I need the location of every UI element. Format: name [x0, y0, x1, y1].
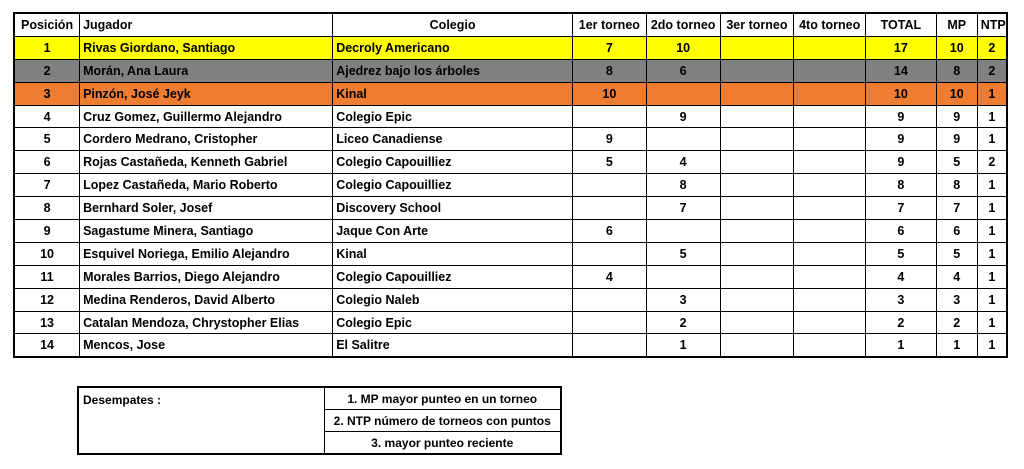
table-row	[14, 82, 1007, 105]
tiebreak-label: Desempates :	[78, 387, 324, 454]
player-name-cell: Lopez Castañeda, Mario Roberto	[80, 174, 333, 197]
torneo-3-cell	[720, 128, 794, 151]
school-cell: Colegio Capouilliez	[333, 174, 573, 197]
player-name-cell: Morales Barrios, Diego Alejandro	[80, 265, 333, 288]
ntp-cell: 1	[977, 128, 1007, 151]
torneo-1-cell	[572, 242, 646, 265]
torneo-2-cell: 7	[646, 197, 720, 220]
player-name-cell: Rojas Castañeda, Kenneth Gabriel	[80, 151, 333, 174]
position-cell: 5	[14, 128, 80, 151]
position-cell: 2	[14, 59, 80, 82]
position-cell: 7	[14, 174, 80, 197]
ntp-cell: 1	[977, 220, 1007, 243]
torneo-1-cell	[572, 105, 646, 128]
position-cell: 12	[14, 288, 80, 311]
school-cell: Liceo Canadiense	[333, 128, 573, 151]
school-cell: Kinal	[333, 242, 573, 265]
player-name-cell: Cruz Gomez, Guillermo Alejandro	[80, 105, 333, 128]
total-cell: 17	[866, 36, 937, 59]
torneo-4-cell	[794, 311, 866, 334]
torneo-2-cell: 8	[646, 174, 720, 197]
total-cell: 4	[866, 265, 937, 288]
table-row	[14, 151, 1007, 174]
school-cell: Colegio Capouilliez	[333, 151, 573, 174]
position-cell: 3	[14, 82, 80, 105]
table-row	[14, 265, 1007, 288]
torneo-1-cell	[572, 174, 646, 197]
table-row	[14, 36, 1007, 59]
player-name-cell: Morán, Ana Laura	[80, 59, 333, 82]
total-cell: 10	[866, 82, 937, 105]
table-row	[14, 105, 1007, 128]
header-torneo-1: 1er torneo	[572, 13, 646, 36]
player-name-cell: Catalan Mendoza, Chrystopher Elias	[80, 311, 333, 334]
torneo-4-cell	[794, 82, 866, 105]
torneo-1-cell: 6	[572, 220, 646, 243]
torneo-1-cell: 7	[572, 36, 646, 59]
torneo-4-cell	[794, 334, 866, 357]
torneo-3-cell	[720, 151, 794, 174]
ntp-cell: 1	[977, 265, 1007, 288]
table-row	[14, 288, 1007, 311]
header-colegio: Colegio	[333, 13, 573, 36]
tiebreak-rule-2: 2. NTP número de torneos con puntos	[324, 410, 561, 432]
ntp-cell: 1	[977, 197, 1007, 220]
mp-cell: 9	[936, 128, 977, 151]
ntp-cell: 1	[977, 82, 1007, 105]
torneo-4-cell	[794, 105, 866, 128]
torneo-2-cell: 4	[646, 151, 720, 174]
torneo-2-cell	[646, 82, 720, 105]
ntp-cell: 2	[977, 151, 1007, 174]
torneo-3-cell	[720, 105, 794, 128]
player-name-cell: Bernhard Soler, Josef	[80, 197, 333, 220]
table-row	[14, 128, 1007, 151]
mp-cell: 10	[936, 36, 977, 59]
mp-cell: 6	[936, 220, 977, 243]
torneo-3-cell	[720, 36, 794, 59]
total-cell: 9	[866, 151, 937, 174]
standings-table	[13, 12, 1008, 358]
school-cell: Decroly Americano	[333, 36, 573, 59]
header-torneo-3: 3er torneo	[720, 13, 794, 36]
header-torneo-2: 2do torneo	[646, 13, 720, 36]
torneo-2-cell: 5	[646, 242, 720, 265]
position-cell: 6	[14, 151, 80, 174]
torneo-3-cell	[720, 265, 794, 288]
position-cell: 14	[14, 334, 80, 357]
torneo-3-cell	[720, 288, 794, 311]
total-cell: 1	[866, 334, 937, 357]
header-row	[14, 13, 1007, 36]
position-cell: 9	[14, 220, 80, 243]
torneo-1-cell	[572, 197, 646, 220]
school-cell: El Salitre	[333, 334, 573, 357]
torneo-1-cell: 9	[572, 128, 646, 151]
torneo-1-cell: 4	[572, 265, 646, 288]
ntp-cell: 1	[977, 242, 1007, 265]
player-name-cell: Esquivel Noriega, Emilio Alejandro	[80, 242, 333, 265]
position-cell: 4	[14, 105, 80, 128]
header-total: TOTAL	[866, 13, 937, 36]
table-row	[14, 59, 1007, 82]
torneo-2-cell: 10	[646, 36, 720, 59]
position-cell: 13	[14, 311, 80, 334]
torneo-2-cell: 1	[646, 334, 720, 357]
total-cell: 3	[866, 288, 937, 311]
torneo-3-cell	[720, 59, 794, 82]
table-row	[14, 197, 1007, 220]
torneo-2-cell: 6	[646, 59, 720, 82]
mp-cell: 4	[936, 265, 977, 288]
header-ntp: NTP	[977, 13, 1007, 36]
torneo-4-cell	[794, 242, 866, 265]
player-name-cell: Rivas Giordano, Santiago	[80, 36, 333, 59]
total-cell: 7	[866, 197, 937, 220]
header-torneo-4: 4to torneo	[794, 13, 866, 36]
torneo-2-cell	[646, 128, 720, 151]
mp-cell: 9	[936, 105, 977, 128]
mp-cell: 2	[936, 311, 977, 334]
torneo-3-cell	[720, 311, 794, 334]
torneo-2-cell: 3	[646, 288, 720, 311]
mp-cell: 10	[936, 82, 977, 105]
ntp-cell: 1	[977, 311, 1007, 334]
player-name-cell: Medina Renderos, David Alberto	[80, 288, 333, 311]
player-name-cell: Cordero Medrano, Cristopher	[80, 128, 333, 151]
tiebreak-box	[77, 386, 562, 455]
table-row	[14, 174, 1007, 197]
torneo-2-cell	[646, 265, 720, 288]
mp-cell: 7	[936, 197, 977, 220]
header-mp: MP	[936, 13, 977, 36]
mp-cell: 1	[936, 334, 977, 357]
total-cell: 8	[866, 174, 937, 197]
total-cell: 6	[866, 220, 937, 243]
torneo-2-cell: 9	[646, 105, 720, 128]
torneo-3-cell	[720, 242, 794, 265]
torneo-1-cell	[572, 311, 646, 334]
total-cell: 9	[866, 128, 937, 151]
header-jugador: Jugador	[80, 13, 333, 36]
school-cell: Discovery School	[333, 197, 573, 220]
mp-cell: 8	[936, 59, 977, 82]
player-name-cell: Mencos, Jose	[80, 334, 333, 357]
torneo-1-cell: 8	[572, 59, 646, 82]
torneo-4-cell	[794, 265, 866, 288]
torneo-3-cell	[720, 334, 794, 357]
ntp-cell: 1	[977, 334, 1007, 357]
torneo-3-cell	[720, 174, 794, 197]
torneo-1-cell: 10	[572, 82, 646, 105]
torneo-4-cell	[794, 197, 866, 220]
player-name-cell: Pinzón, José Jeyk	[80, 82, 333, 105]
torneo-3-cell	[720, 82, 794, 105]
torneo-4-cell	[794, 36, 866, 59]
ntp-cell: 1	[977, 174, 1007, 197]
position-cell: 1	[14, 36, 80, 59]
torneo-1-cell	[572, 334, 646, 357]
torneo-1-cell: 5	[572, 151, 646, 174]
mp-cell: 5	[936, 242, 977, 265]
torneo-3-cell	[720, 220, 794, 243]
mp-cell: 3	[936, 288, 977, 311]
school-cell: Jaque Con Arte	[333, 220, 573, 243]
table-row	[14, 334, 1007, 357]
torneo-4-cell	[794, 59, 866, 82]
mp-cell: 5	[936, 151, 977, 174]
torneo-4-cell	[794, 128, 866, 151]
ntp-cell: 1	[977, 105, 1007, 128]
table-row	[14, 220, 1007, 243]
ntp-cell: 2	[977, 59, 1007, 82]
total-cell: 2	[866, 311, 937, 334]
table-row	[14, 311, 1007, 334]
torneo-3-cell	[720, 197, 794, 220]
mp-cell: 8	[936, 174, 977, 197]
tiebreak-rule-3: 3. mayor punteo reciente	[324, 432, 561, 455]
position-cell: 8	[14, 197, 80, 220]
torneo-4-cell	[794, 288, 866, 311]
school-cell: Colegio Naleb	[333, 288, 573, 311]
position-cell: 11	[14, 265, 80, 288]
torneo-2-cell: 2	[646, 311, 720, 334]
torneo-4-cell	[794, 151, 866, 174]
school-cell: Colegio Epic	[333, 311, 573, 334]
player-name-cell: Sagastume Minera, Santiago	[80, 220, 333, 243]
header-posicion: Posición	[14, 13, 80, 36]
torneo-2-cell	[646, 220, 720, 243]
total-cell: 5	[866, 242, 937, 265]
school-cell: Kinal	[333, 82, 573, 105]
ntp-cell: 1	[977, 288, 1007, 311]
table-row	[14, 242, 1007, 265]
total-cell: 14	[866, 59, 937, 82]
school-cell: Colegio Epic	[333, 105, 573, 128]
school-cell: Colegio Capouilliez	[333, 265, 573, 288]
ntp-cell: 2	[977, 36, 1007, 59]
tiebreak-rule-1: 1. MP mayor punteo en un torneo	[324, 387, 561, 410]
torneo-1-cell	[572, 288, 646, 311]
torneo-4-cell	[794, 220, 866, 243]
position-cell: 10	[14, 242, 80, 265]
torneo-4-cell	[794, 174, 866, 197]
total-cell: 9	[866, 105, 937, 128]
school-cell: Ajedrez bajo los árboles	[333, 59, 573, 82]
